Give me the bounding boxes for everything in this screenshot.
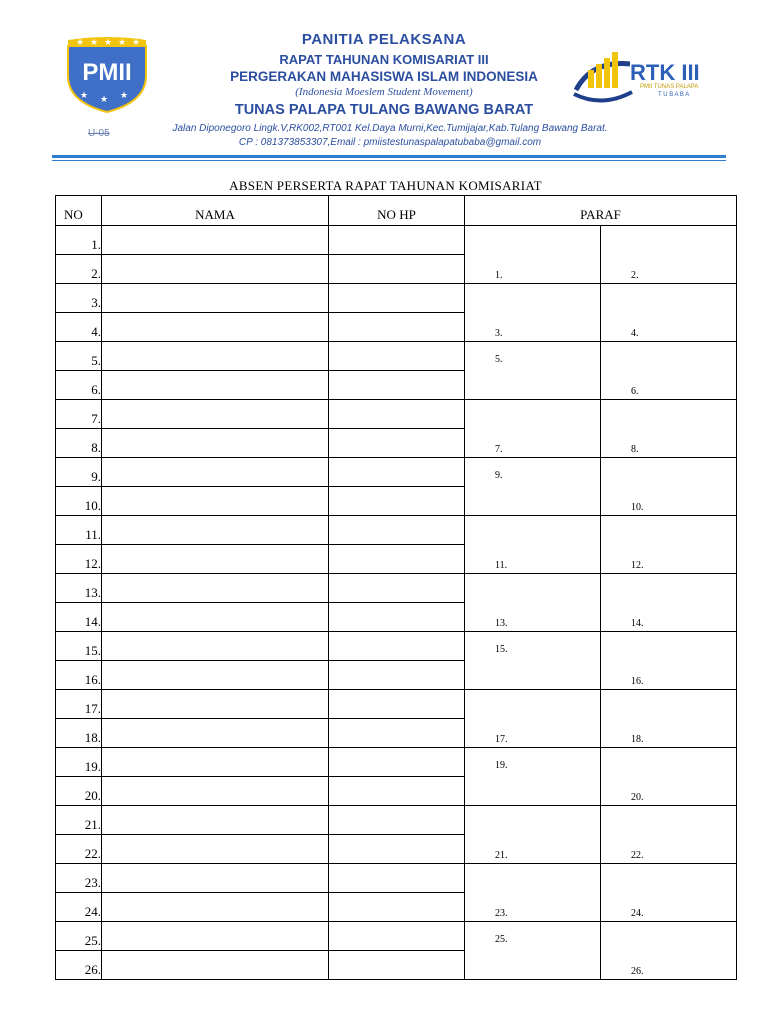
phone-field[interactable] (329, 226, 465, 255)
signature-number: 11. (495, 560, 508, 571)
phone-field[interactable] (329, 487, 465, 516)
row-number: 8. (56, 429, 102, 458)
name-field[interactable] (102, 371, 329, 400)
signature-number: 7. (495, 444, 503, 455)
svg-text:T U B A B A: T U B A B A (658, 92, 690, 98)
svg-text:★: ★ (104, 38, 113, 48)
table-row (56, 632, 737, 661)
signature-number: 1. (495, 270, 503, 281)
table-header-row (56, 196, 737, 226)
name-field[interactable] (102, 487, 329, 516)
row-number: 21. (56, 806, 102, 835)
document-title: ABSEN PERSERTA RAPAT TAHUNAN KOMISARIAT (229, 178, 542, 193)
name-field[interactable] (102, 284, 329, 313)
row-number: 25. (56, 922, 102, 951)
row-number: 15. (56, 632, 102, 661)
row-number: 20. (56, 777, 102, 806)
row-number: 22. (56, 835, 102, 864)
name-field[interactable] (102, 255, 329, 284)
address: Jalan Diponegoro Lingk.V,RK002,RT001 Kel.Daya Murni,Kec.Tumijajar,Kab.Tulang Bawang Barat. (172, 123, 608, 134)
signature-box[interactable] (465, 226, 601, 284)
phone-field[interactable] (329, 284, 465, 313)
svg-text:RTK III: RTK III (630, 60, 700, 85)
phone-field[interactable] (329, 603, 465, 632)
phone-field[interactable] (329, 922, 465, 951)
attendance-table (55, 195, 737, 980)
row-number: 10. (56, 487, 102, 516)
signature-number: 10. (631, 502, 644, 513)
table-row (56, 690, 737, 719)
phone-field[interactable] (329, 429, 465, 458)
header-phone: NO HP (329, 196, 465, 226)
signature-number: 22. (631, 850, 644, 861)
table-row (56, 342, 737, 371)
signature-box[interactable] (465, 922, 601, 980)
phone-field[interactable] (329, 458, 465, 487)
row-number: 3. (56, 284, 102, 313)
signature-box[interactable] (601, 806, 737, 864)
signature-number: 8. (631, 444, 639, 455)
phone-field[interactable] (329, 632, 465, 661)
row-number: 13. (56, 574, 102, 603)
table-row (56, 806, 737, 835)
phone-field[interactable] (329, 574, 465, 603)
row-number: 4. (56, 313, 102, 342)
table-row (56, 574, 737, 603)
row-number: 18. (56, 719, 102, 748)
table-row (56, 864, 737, 893)
table-row (56, 748, 737, 777)
phone-field[interactable] (329, 748, 465, 777)
signature-box[interactable] (601, 284, 737, 342)
signature-box[interactable] (601, 516, 737, 574)
svg-text:★: ★ (80, 91, 89, 101)
name-field[interactable] (102, 545, 329, 574)
phone-field[interactable] (329, 719, 465, 748)
row-number: 14. (56, 603, 102, 632)
name-field[interactable] (102, 458, 329, 487)
name-field[interactable] (102, 342, 329, 371)
signature-number: 14. (631, 618, 644, 629)
signature-box[interactable] (465, 748, 601, 806)
signature-number: 25. (495, 934, 508, 945)
row-number: 7. (56, 400, 102, 429)
phone-field[interactable] (329, 777, 465, 806)
svg-text:★: ★ (100, 95, 109, 105)
row-number: 5. (56, 342, 102, 371)
signature-box[interactable] (601, 864, 737, 922)
header-divider-thin (52, 160, 726, 161)
organization-name: PERGERAKAN MAHASISWA ISLAM INDONESIA (230, 69, 538, 84)
name-field[interactable] (102, 690, 329, 719)
signature-box[interactable] (601, 690, 737, 748)
signature-box[interactable] (601, 226, 737, 284)
name-field[interactable] (102, 951, 329, 980)
name-field[interactable] (102, 516, 329, 545)
committee-title: PANITIA PELAKSANA (301, 31, 467, 48)
svg-text:PMII TUNAS PALAPA: PMII TUNAS PALAPA (640, 84, 699, 90)
signature-box[interactable] (465, 632, 601, 690)
signature-number: 21. (495, 850, 508, 861)
signature-number: 23. (495, 908, 508, 919)
row-number: 2. (56, 255, 102, 284)
document-code: U-05 (88, 128, 110, 139)
organization-english: (Indonesia Moeslem Student Movement) (295, 86, 473, 98)
phone-field[interactable] (329, 893, 465, 922)
signature-box[interactable] (465, 516, 601, 574)
signature-box[interactable] (601, 748, 737, 806)
signature-number: 18. (631, 734, 644, 745)
branch-name: TUNAS PALAPA TULANG BAWANG BARAT (234, 102, 534, 118)
signature-box[interactable] (601, 922, 737, 980)
name-field[interactable] (102, 313, 329, 342)
row-number: 12. (56, 545, 102, 574)
row-number: 19. (56, 748, 102, 777)
row-number: 11. (56, 516, 102, 545)
signature-box[interactable] (601, 400, 737, 458)
name-field[interactable] (102, 777, 329, 806)
svg-text:PMII: PMII (82, 59, 132, 86)
row-number: 24. (56, 893, 102, 922)
row-number: 6. (56, 371, 102, 400)
signature-box[interactable] (465, 864, 601, 922)
name-field[interactable] (102, 429, 329, 458)
table-row (56, 458, 737, 487)
signature-number: 24. (631, 908, 644, 919)
signature-box[interactable] (465, 806, 601, 864)
svg-text:★: ★ (132, 38, 141, 48)
signature-number: 4. (631, 328, 639, 339)
row-number: 16. (56, 661, 102, 690)
header-divider (52, 155, 726, 158)
phone-field[interactable] (329, 516, 465, 545)
svg-text:★: ★ (120, 91, 129, 101)
table-row (56, 516, 737, 545)
name-field[interactable] (102, 719, 329, 748)
signature-box[interactable] (465, 284, 601, 342)
contact-info: CP : 081373853307,Email : pmiistestunaspalapatubaba@gmail.com (238, 137, 542, 148)
signature-number: 5. (495, 354, 503, 365)
row-number: 26. (56, 951, 102, 980)
table-row (56, 922, 737, 951)
svg-text:★: ★ (118, 38, 127, 48)
row-number: 9. (56, 458, 102, 487)
signature-box[interactable] (465, 574, 601, 632)
signature-number: 12. (631, 560, 644, 571)
name-field[interactable] (102, 574, 329, 603)
row-number: 23. (56, 864, 102, 893)
name-field[interactable] (102, 661, 329, 690)
phone-field[interactable] (329, 864, 465, 893)
phone-field[interactable] (329, 342, 465, 371)
signature-box[interactable] (465, 342, 601, 400)
name-field[interactable] (102, 603, 329, 632)
phone-field[interactable] (329, 371, 465, 400)
table-row (56, 284, 737, 313)
table-row (56, 400, 737, 429)
header-signature: PARAF (465, 196, 737, 226)
signature-number: 6. (631, 386, 639, 397)
name-field[interactable] (102, 226, 329, 255)
signature-number: 17. (495, 734, 508, 745)
name-field[interactable] (102, 864, 329, 893)
signature-number: 26. (631, 966, 644, 977)
event-title: RAPAT TAHUNAN KOMISARIAT III (279, 52, 489, 67)
phone-field[interactable] (329, 400, 465, 429)
signature-number: 9. (495, 470, 503, 481)
phone-field[interactable] (329, 806, 465, 835)
signature-number: 20. (631, 792, 644, 803)
name-field[interactable] (102, 922, 329, 951)
row-number: 1. (56, 226, 102, 255)
header-no: NO (56, 196, 102, 226)
phone-field[interactable] (329, 661, 465, 690)
row-number: 17. (56, 690, 102, 719)
phone-field[interactable] (329, 835, 465, 864)
phone-field[interactable] (329, 690, 465, 719)
signature-box[interactable] (465, 458, 601, 516)
signature-number: 15. (495, 644, 508, 655)
phone-field[interactable] (329, 545, 465, 574)
signature-number: 16. (631, 676, 644, 687)
name-field[interactable] (102, 893, 329, 922)
signature-box[interactable] (465, 690, 601, 748)
header-name: NAMA (102, 196, 329, 226)
signature-number: 19. (495, 760, 508, 771)
name-field[interactable] (102, 835, 329, 864)
signature-number: 3. (495, 328, 503, 339)
phone-field[interactable] (329, 951, 465, 980)
phone-field[interactable] (329, 255, 465, 284)
signature-box[interactable] (465, 400, 601, 458)
phone-field[interactable] (329, 313, 465, 342)
name-field[interactable] (102, 400, 329, 429)
table-row (56, 226, 737, 255)
signature-number: 2. (631, 270, 639, 281)
signature-box[interactable] (601, 632, 737, 690)
signature-box[interactable] (601, 458, 737, 516)
name-field[interactable] (102, 806, 329, 835)
signature-box[interactable] (601, 342, 737, 400)
name-field[interactable] (102, 632, 329, 661)
name-field[interactable] (102, 748, 329, 777)
svg-text:★: ★ (90, 38, 99, 48)
signature-number: 13. (495, 618, 508, 629)
signature-box[interactable] (601, 574, 737, 632)
svg-text:★: ★ (76, 38, 85, 48)
